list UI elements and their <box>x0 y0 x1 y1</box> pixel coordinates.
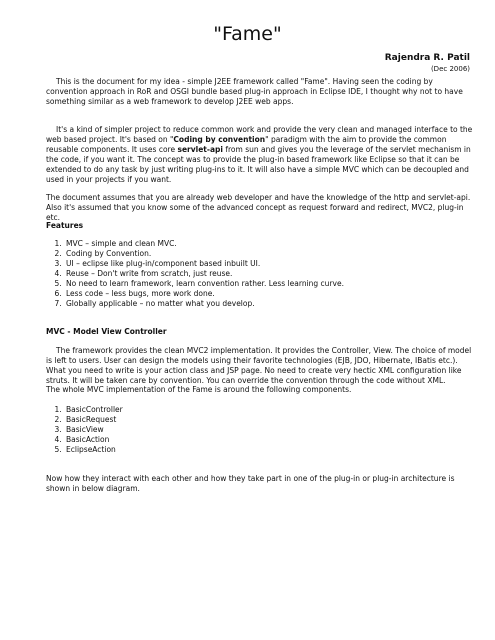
concept-paragraph <box>46 125 476 185</box>
list-item: 2. Coding by Convention. <box>64 249 344 259</box>
list-item: 5. EclipseAction <box>64 445 123 455</box>
mvc-heading: MVC - Model View Controller <box>46 327 167 336</box>
concept-text-part: " paradigm with the aim to provide the common reusable components. It uses core <box>46 135 447 154</box>
list-item: 1. MVC – simple and clean MVC. <box>64 239 344 249</box>
concept-text-part: from sun and gives you the leverage of the servlet mechanism in the code, if you want it. The concept was to provide the plug-in based framework like Eclipse so that it can be extended to do any task by just writing plug-ins to it. It will also have a simple MVC which can be decoupled and used in your projects if you want. <box>46 145 471 184</box>
concept-bold-term: Coding by convention <box>173 135 266 144</box>
intro-paragraph: This is the document for my idea - simple J2EE framework called "Fame". Having seen the coding by convention approach in RoR and OSGI bundle based plug-in approach in Eclipse IDE, I thought why not to have something similar as a web framework to develop J2EE web apps. <box>46 77 463 106</box>
features-heading: Features <box>46 221 84 230</box>
list-item: 2. BasicRequest <box>64 415 123 425</box>
features-list <box>46 239 344 309</box>
list-item: 4. Reuse – Don't write from scratch, just reuse. <box>64 269 344 279</box>
document-title: "Fame" <box>213 23 282 45</box>
list-item: 4. BasicAction <box>64 435 123 445</box>
list-item: 3. BasicView <box>64 425 123 435</box>
list-item: 7. Globally applicable – no matter what you develop. <box>64 299 344 309</box>
components-list <box>46 405 123 455</box>
list-item: 1. BasicController <box>64 405 123 415</box>
list-item: 6. Less code – less bugs, more work done. <box>64 289 344 299</box>
assumptions-paragraph: The document assumes that you are already web developer and have the knowledge of the http and servlet-api. Also it's assumed that you know some of the advanced concept as request forward and redirect, MVC2, plug-in etc. <box>46 193 471 222</box>
author-name: Rajendra R. Patil <box>384 53 470 63</box>
concept-bold-term: servlet-api <box>177 145 223 154</box>
document-date: (Dec 2006) <box>430 65 470 73</box>
mvc-paragraph: The framework provides the clean MVC2 implementation. It provides the Controller, View. The choice of model is left to users. User can design the models using their favorite technologies (EJB, JDO, Hibernate, IBatis etc.). What you need to write is your action class and JSP page. No need to create very hectic XML configuration like struts. It will be taken care by convention. You can override the convention through the code without XML. <box>46 346 472 385</box>
diagram-intro-paragraph: Now how they interact with each other and how they take part in one of the plug-in or plug-in architecture is shown in below diagram. <box>46 474 455 493</box>
list-item: 5. No need to learn framework, learn convention rather. Less learning curve. <box>64 279 344 289</box>
components-intro: The whole MVC implementation of the Fame is around the following components. <box>46 385 352 394</box>
concept-text-part: It's a kind of simpler project to reduce common work and provide the very clean and managed interface to the web based project. It's based on " <box>46 125 473 144</box>
list-item: 3. UI – eclipse like plug-in/component based inbuilt UI. <box>64 259 344 269</box>
